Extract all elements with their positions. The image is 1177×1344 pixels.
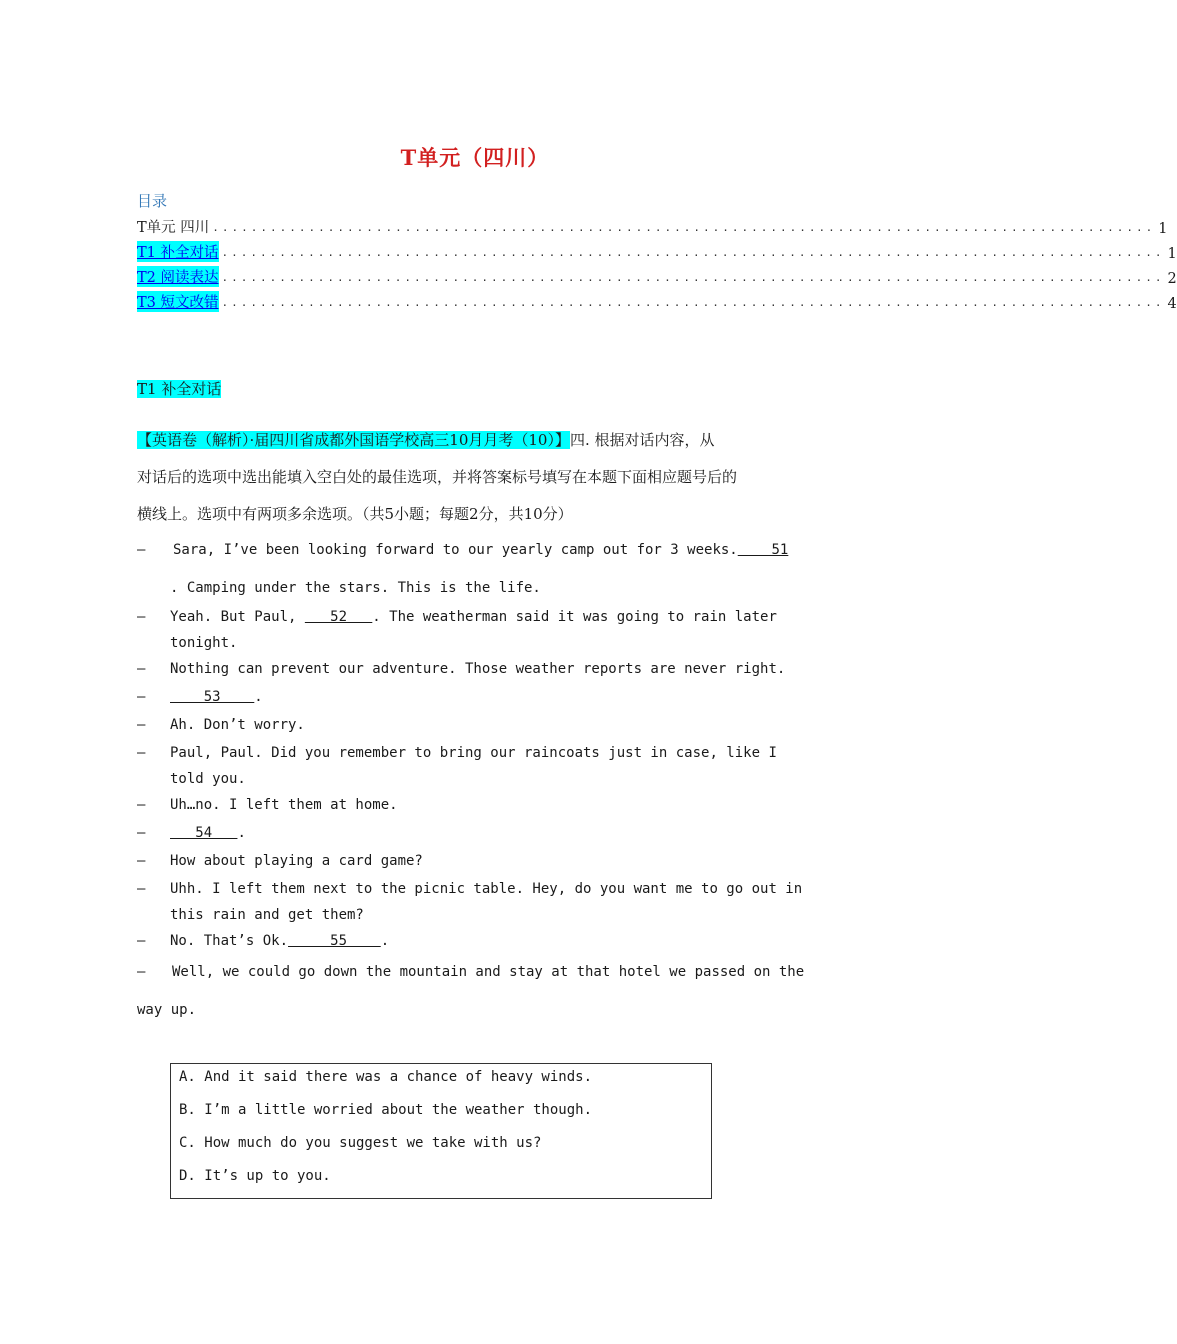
dialogue-line-1-cont: . Camping under the stars. This is the life. [170, 580, 541, 596]
toc-item-unit[interactable] [137, 215, 1168, 237]
dialogue-line-3: — Nothing can prevent our adventure. Those weather reports are never right. [137, 661, 786, 677]
option-b[interactable]: B. I’m a little worried about the weather though. [179, 1102, 593, 1118]
toc-item-page: 4 [1167, 296, 1177, 312]
section-heading: T1 补全对话 [137, 380, 222, 398]
toc-item-page: 1 [1167, 246, 1177, 262]
toc-item-label[interactable]: T2 阅读表达 [137, 266, 219, 287]
instruction-text: 四. 根据对话内容，从 [569, 431, 715, 449]
dialogue-line-12: — Well, we could go down the mountain and stay at that hotel we passed on the [137, 964, 805, 980]
toc-leader: .................................................................................................. [221, 246, 1165, 259]
page-title: T单元（四川） [400, 145, 550, 170]
toc-item-page: 2 [1167, 271, 1177, 287]
dialogue-line-4: — 53 . [137, 689, 263, 705]
toc-item-t2[interactable] [137, 265, 1177, 287]
dialogue-line-2: — Yeah. But Paul, 52 . The weatherman said it was going to rain later tonight. [137, 609, 777, 651]
blank-54[interactable]: 54 [170, 825, 238, 841]
dialogue-line-6: — Paul, Paul. Did you remember to bring our raincoats just in case, like I told you. [137, 745, 777, 787]
option-d[interactable]: D. It’s up to you. [179, 1168, 331, 1184]
toc-item-label[interactable]: T1 补全对话 [137, 241, 219, 262]
dialogue-line-5: — Ah. Don’t worry. [137, 717, 305, 733]
source-label: 【英语卷（解析）·届四川省成都外国语学校高三10月月考（10）】 [137, 431, 570, 449]
blank-52[interactable]: 52 [304, 609, 373, 625]
instruction-text: 对话后的选项中选出能填入空白处的最佳选项，并将答案标号填写在本题下面相应题号后的 [137, 468, 738, 486]
toc-item-label[interactable]: T3 短文改错 [137, 291, 219, 312]
dialogue-line-9: — How about playing a card game? [137, 853, 423, 869]
options-box [170, 1063, 712, 1199]
instruction-paragraph [137, 422, 817, 533]
toc-leader: .................................................................................................. [221, 271, 1165, 284]
option-c[interactable]: C. How much do you suggest we take with us? [179, 1135, 542, 1151]
toc-item-t3[interactable] [137, 290, 1177, 312]
blank-51[interactable]: 51 [737, 542, 789, 558]
toc-leader: .................................................................................................. [212, 221, 1156, 234]
dialogue-line-8: — 54 . [137, 825, 246, 841]
toc-leader: .................................................................................................. [221, 296, 1165, 309]
dialogue-line-12-cont: way up. [137, 1002, 197, 1018]
toc-item-label: T单元 四川 [137, 220, 210, 236]
toc-item-page: 1 [1158, 221, 1168, 237]
toc-heading: 目录 [137, 192, 168, 210]
blank-55[interactable]: 55 [288, 933, 381, 949]
dialogue-line-7: — Uh…no. I left them at home. [137, 797, 398, 813]
toc-item-t1[interactable] [137, 240, 1177, 262]
dialogue-line-1: — Sara, I’ve been looking forward to our yearly camp out for 3 weeks. 51 [137, 542, 789, 558]
option-a[interactable]: A. And it said there was a chance of heavy winds. [179, 1069, 593, 1085]
dialogue-line-11: — No. That’s Ok. 55 . [137, 933, 390, 949]
blank-53[interactable]: 53 [170, 689, 255, 705]
instruction-text: 横线上。选项中有两项多余选项。（共5小题；每题2分，共10分） [137, 505, 573, 523]
dialogue-line-10: — Uhh. I left them next to the picnic table. Hey, do you want me to go out in this rain and get them? [137, 881, 803, 923]
